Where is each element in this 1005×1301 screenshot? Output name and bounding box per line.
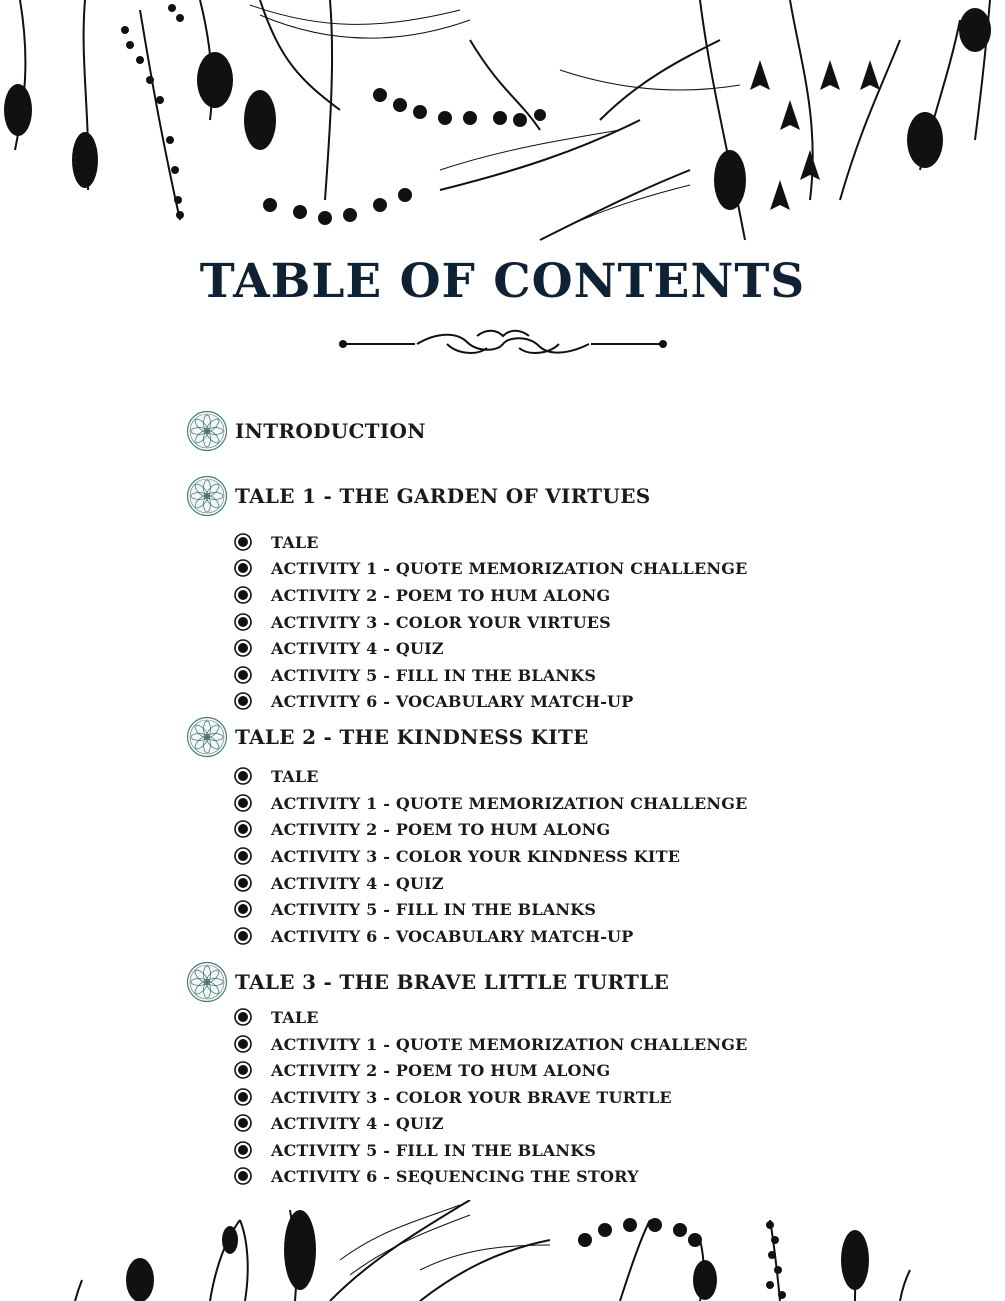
toc-item[interactable] — [234, 1033, 747, 1055]
page-title: TABLE OF CONTENTS — [199, 254, 806, 309]
botanical-bottom-decoration — [0, 1200, 1005, 1301]
toc-item[interactable] — [234, 818, 610, 840]
bullet-icon — [234, 1061, 252, 1079]
toc-item-label: ACTIVITY 3 - COLOR YOUR KINDNESS KITE — [271, 846, 681, 866]
toc-item[interactable] — [234, 925, 633, 947]
toc-item-label: ACTIVITY 2 - POEM TO HUM ALONG — [271, 819, 611, 839]
toc-item[interactable] — [234, 845, 680, 867]
toc-item[interactable] — [234, 1112, 444, 1134]
toc-item-label: ACTIVITY 4 - QUIZ — [271, 873, 444, 893]
toc-section-tale-1[interactable] — [186, 476, 651, 516]
toc-section-label: TALE 3 - THE BRAVE LITTLE TURTLE — [235, 970, 670, 994]
bullet-icon — [234, 820, 252, 838]
bullet-icon — [234, 692, 252, 710]
toc-section-tale-2[interactable] — [186, 717, 589, 757]
toc-item-label: TALE — [271, 766, 319, 786]
toc-item-label: TALE — [271, 1007, 319, 1027]
toc-item[interactable] — [234, 872, 444, 894]
mandala-icon — [186, 716, 228, 758]
bullet-icon — [234, 874, 252, 892]
bullet-icon — [234, 847, 252, 865]
toc-item-label: ACTIVITY 1 - QUOTE MEMORIZATION CHALLENGE — [271, 558, 748, 578]
toc-item[interactable] — [234, 765, 319, 787]
title-flourish-divider — [337, 322, 669, 366]
bullet-icon — [234, 586, 252, 604]
toc-item-label: ACTIVITY 5 - FILL IN THE BLANKS — [271, 899, 597, 919]
bullet-icon — [234, 1088, 252, 1106]
toc-item[interactable] — [234, 557, 747, 579]
toc-item-label: ACTIVITY 2 - POEM TO HUM ALONG — [271, 585, 611, 605]
toc-item-label: ACTIVITY 4 - QUIZ — [271, 1113, 444, 1133]
toc-section-label: TALE 2 - THE KINDNESS KITE — [235, 725, 589, 749]
bullet-icon — [234, 767, 252, 785]
toc-item[interactable] — [234, 1059, 610, 1081]
bullet-icon — [234, 666, 252, 684]
toc-item-label: TALE — [271, 532, 319, 552]
botanical-top-decoration — [0, 0, 1005, 250]
toc-item-label: ACTIVITY 5 - FILL IN THE BLANKS — [271, 665, 597, 685]
toc-item[interactable] — [234, 690, 633, 712]
bullet-icon — [234, 613, 252, 631]
toc-item-label: ACTIVITY 3 - COLOR YOUR BRAVE TURTLE — [271, 1087, 672, 1107]
toc-item-label: ACTIVITY 1 - QUOTE MEMORIZATION CHALLENGE — [271, 793, 748, 813]
toc-section-introduction[interactable] — [186, 411, 426, 451]
toc-item-label: ACTIVITY 3 - COLOR YOUR VIRTUES — [271, 612, 611, 632]
toc-item[interactable] — [234, 1006, 319, 1028]
toc-item[interactable] — [234, 1086, 672, 1108]
toc-item-label: ACTIVITY 4 - QUIZ — [271, 638, 444, 658]
bullet-icon — [234, 1008, 252, 1026]
toc-item-label: ACTIVITY 6 - VOCABULARY MATCH-UP — [271, 691, 634, 711]
bullet-icon — [234, 1141, 252, 1159]
mandala-icon — [186, 475, 228, 517]
toc-section-label: INTRODUCTION — [235, 419, 426, 443]
toc-item[interactable] — [234, 792, 747, 814]
toc-item-label: ACTIVITY 2 - POEM TO HUM ALONG — [271, 1060, 611, 1080]
toc-item-label: ACTIVITY 6 - VOCABULARY MATCH-UP — [271, 926, 634, 946]
toc-item[interactable] — [234, 1165, 639, 1187]
toc-section-tale-3[interactable] — [186, 962, 669, 1002]
bullet-icon — [234, 794, 252, 812]
toc-item-label: ACTIVITY 1 - QUOTE MEMORIZATION CHALLENGE — [271, 1034, 748, 1054]
mandala-icon — [186, 961, 228, 1003]
toc-item[interactable] — [234, 898, 596, 920]
toc-item[interactable] — [234, 1139, 596, 1161]
bullet-icon — [234, 559, 252, 577]
toc-item[interactable] — [234, 637, 444, 659]
bullet-icon — [234, 927, 252, 945]
toc-item[interactable] — [234, 531, 319, 553]
bullet-icon — [234, 1167, 252, 1185]
toc-item-label: ACTIVITY 5 - FILL IN THE BLANKS — [271, 1140, 597, 1160]
toc-item-label: ACTIVITY 6 - SEQUENCING THE STORY — [271, 1166, 639, 1186]
toc-section-label: TALE 1 - THE GARDEN OF VIRTUES — [235, 484, 651, 508]
bullet-icon — [234, 639, 252, 657]
bullet-icon — [234, 1114, 252, 1132]
toc-item[interactable] — [234, 584, 610, 606]
bullet-icon — [234, 533, 252, 551]
mandala-icon — [186, 410, 228, 452]
toc-item[interactable] — [234, 611, 611, 633]
toc-item[interactable] — [234, 664, 596, 686]
bullet-icon — [234, 900, 252, 918]
bullet-icon — [234, 1035, 252, 1053]
